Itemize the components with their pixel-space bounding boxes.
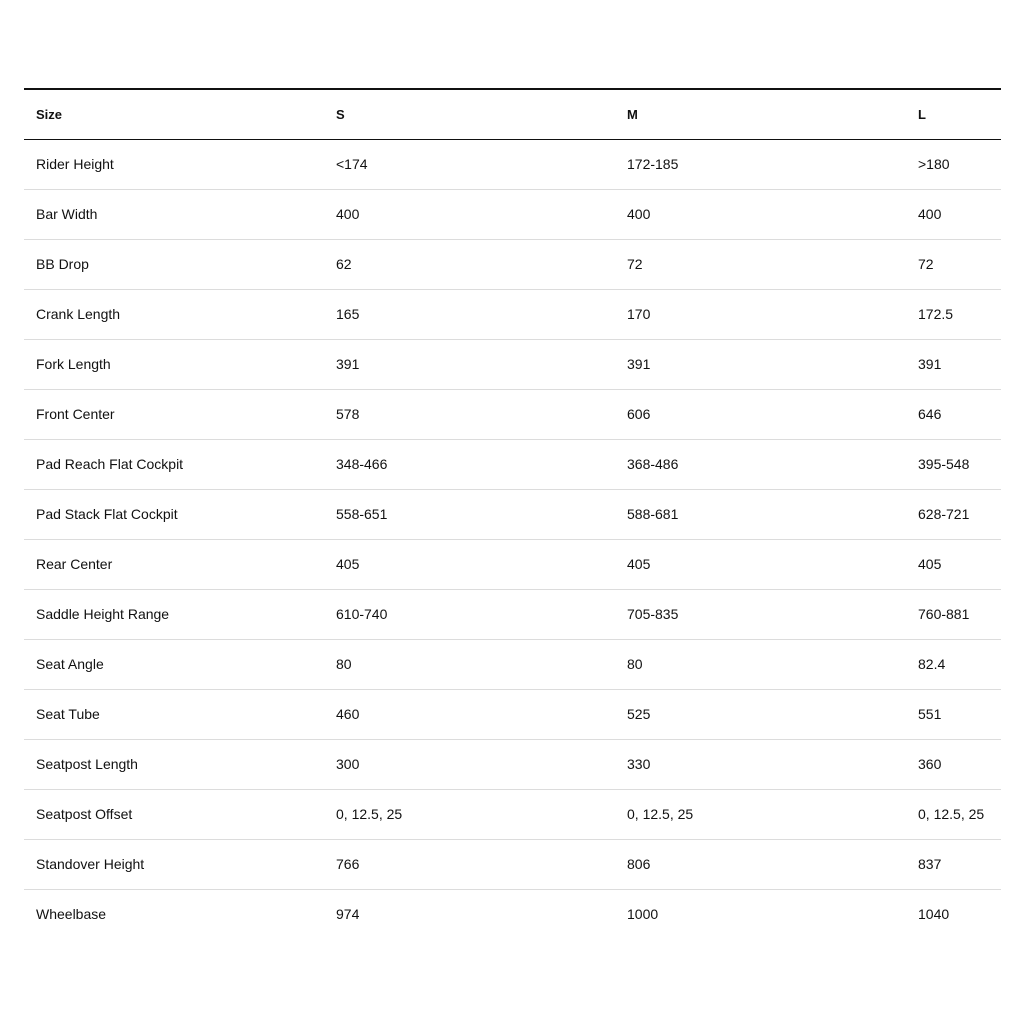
table-row bbox=[24, 239, 1001, 289]
table-row bbox=[24, 289, 1001, 339]
value-l: 551 bbox=[918, 706, 942, 722]
table-row bbox=[24, 689, 1001, 739]
value-m: 806 bbox=[627, 856, 651, 872]
value-m: 400 bbox=[627, 206, 651, 222]
value-l: 0, 12.5, 25 bbox=[918, 806, 985, 822]
value-m: 525 bbox=[627, 706, 651, 722]
value-s: 558-651 bbox=[336, 506, 388, 522]
value-l: 628-721 bbox=[918, 506, 970, 522]
value-m: 80 bbox=[627, 656, 643, 672]
value-l: 646 bbox=[918, 406, 942, 422]
row-label: BB Drop bbox=[36, 256, 89, 272]
value-m: 606 bbox=[627, 406, 651, 422]
table-row bbox=[24, 589, 1001, 639]
row-label: Saddle Height Range bbox=[36, 606, 170, 622]
header-l: L bbox=[918, 106, 926, 122]
value-l: 360 bbox=[918, 756, 942, 772]
value-m: 172-185 bbox=[627, 156, 679, 172]
value-m: 405 bbox=[627, 556, 651, 572]
value-s: 974 bbox=[336, 906, 360, 923]
value-s: 400 bbox=[336, 206, 360, 222]
row-label: Crank Length bbox=[36, 306, 121, 322]
table-row bbox=[24, 539, 1001, 589]
value-m: 330 bbox=[627, 756, 651, 772]
value-s: <174 bbox=[336, 156, 368, 172]
value-l: 405 bbox=[918, 556, 942, 572]
row-label: Pad Stack Flat Cockpit bbox=[36, 506, 178, 522]
table-row bbox=[24, 789, 1001, 839]
value-s: 62 bbox=[336, 256, 352, 272]
table-header bbox=[24, 89, 1001, 139]
value-l: 1040 bbox=[918, 906, 950, 923]
value-s: 405 bbox=[336, 556, 360, 572]
value-s: 348-466 bbox=[336, 456, 388, 472]
value-l: >180 bbox=[918, 156, 950, 172]
table-body bbox=[24, 139, 1001, 939]
row-label: Seatpost Length bbox=[36, 756, 138, 772]
header-size: Size bbox=[36, 106, 63, 122]
row-label: Seat Angle bbox=[36, 656, 104, 672]
value-s: 165 bbox=[336, 306, 360, 322]
row-label: Fork Length bbox=[36, 356, 111, 372]
value-l: 72 bbox=[918, 256, 934, 272]
table-row bbox=[24, 839, 1001, 889]
value-s: 80 bbox=[336, 656, 352, 672]
table-row bbox=[24, 639, 1001, 689]
geometry-table bbox=[24, 88, 1001, 939]
table-row bbox=[24, 389, 1001, 439]
header-s: S bbox=[336, 106, 345, 122]
value-m: 170 bbox=[627, 306, 651, 322]
row-label: Pad Reach Flat Cockpit bbox=[36, 456, 184, 472]
header-row bbox=[24, 89, 1001, 139]
value-s: 610-740 bbox=[336, 606, 388, 622]
value-l: 172.5 bbox=[918, 306, 954, 322]
value-m: 0, 12.5, 25 bbox=[627, 806, 694, 822]
value-s: 460 bbox=[336, 706, 360, 722]
table-row bbox=[24, 889, 1001, 939]
row-label: Wheelbase bbox=[36, 906, 107, 923]
value-l: 837 bbox=[918, 856, 942, 872]
table-row bbox=[24, 439, 1001, 489]
table-row bbox=[24, 139, 1001, 189]
value-l: 400 bbox=[918, 206, 942, 222]
value-s: 391 bbox=[336, 356, 360, 372]
row-label: Rear Center bbox=[36, 556, 113, 572]
value-m: 391 bbox=[627, 356, 651, 372]
value-s: 766 bbox=[336, 856, 360, 872]
value-s: 0, 12.5, 25 bbox=[336, 806, 403, 822]
value-m: 705-835 bbox=[627, 606, 679, 622]
row-label: Seat Tube bbox=[36, 706, 100, 722]
value-s: 300 bbox=[336, 756, 360, 772]
value-m: 368-486 bbox=[627, 456, 679, 472]
value-l: 395-548 bbox=[918, 456, 970, 472]
table-row bbox=[24, 489, 1001, 539]
table-row bbox=[24, 189, 1001, 239]
table-row bbox=[24, 339, 1001, 389]
value-m: 588-681 bbox=[627, 506, 679, 522]
value-m: 72 bbox=[627, 256, 643, 272]
value-l: 82.4 bbox=[918, 656, 946, 672]
header-m: M bbox=[627, 106, 638, 122]
row-label: Seatpost Offset bbox=[36, 806, 133, 822]
row-label: Standover Height bbox=[36, 856, 145, 872]
value-s: 578 bbox=[336, 406, 360, 422]
value-l: 760-881 bbox=[918, 606, 970, 622]
value-l: 391 bbox=[918, 356, 942, 372]
row-label: Rider Height bbox=[36, 156, 114, 172]
value-m: 1000 bbox=[627, 906, 659, 923]
table-row bbox=[24, 739, 1001, 789]
row-label: Front Center bbox=[36, 406, 115, 422]
row-label: Bar Width bbox=[36, 206, 98, 222]
